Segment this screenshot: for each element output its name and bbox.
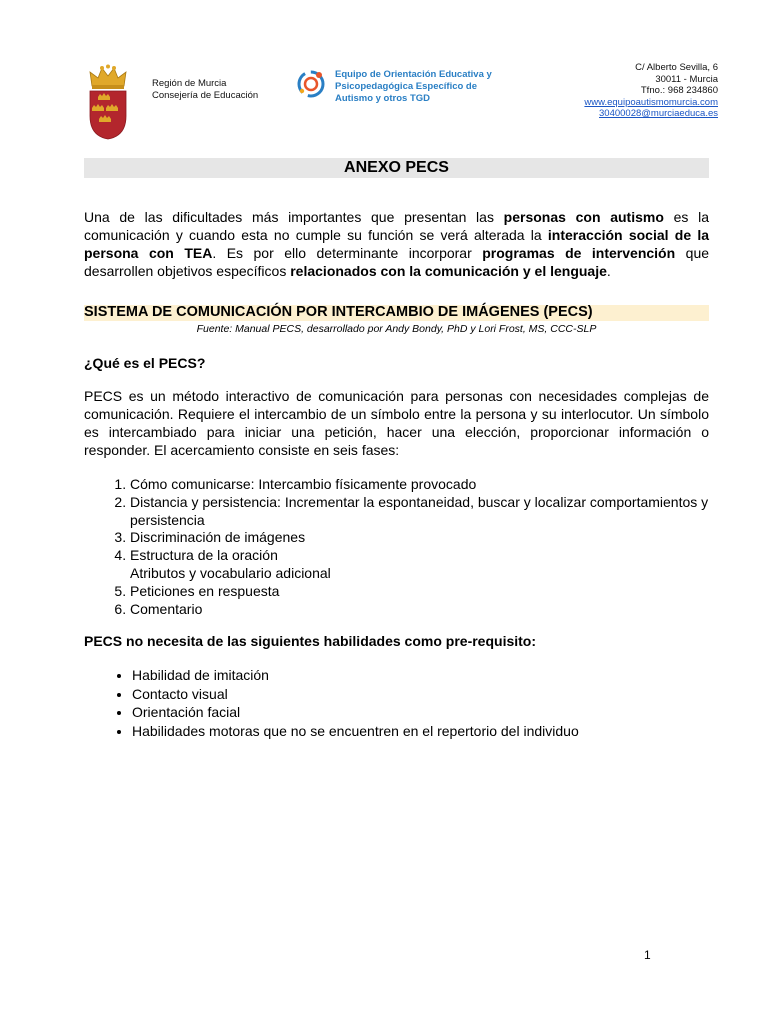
skill-item: • Habilidad de imitación	[132, 666, 579, 685]
phase-text: Cómo comunicarse: Intercambio físicamente provocado	[130, 476, 477, 492]
team-logo-icon	[296, 69, 326, 99]
street-address: C/ Alberto Sevilla, 6	[635, 62, 718, 73]
intro-bold: relacionados con la comunicación y el lenguaje	[290, 263, 607, 279]
question-heading: ¿Qué es el PECS?	[84, 355, 206, 371]
phase-item	[130, 494, 768, 530]
phase-text: Distancia y persistencia: Incrementar la espontaneidad, buscar y localizar comportamientos y persistencia	[130, 493, 709, 528]
phone-number: Tfno.: 968 234860	[640, 85, 718, 97]
skill-item: • Orientación facial	[132, 703, 579, 722]
intro-text: que desarrollen objetivos específicos	[84, 245, 710, 279]
phase-item	[130, 547, 768, 583]
department-line: Consejería de Educación	[152, 90, 259, 101]
postal-address: 30011 - Murcia	[655, 73, 718, 85]
phase-item	[130, 601, 768, 619]
section-title: SISTEMA DE COMUNICACIÓN POR INTERCAMBIO DE IMÁGENES (PECS)	[84, 304, 593, 320]
region-murcia-crest-logo	[86, 64, 130, 140]
skills-list	[84, 666, 579, 740]
intro-text: . Es por ello determinante incorporar	[212, 245, 483, 261]
phase-subtext: Atributos y vocabulario adicional	[130, 564, 331, 581]
prerequisites-heading: PECS no necesita de las siguientes habilidades como pre-requisito:	[84, 633, 537, 649]
phase-text: Peticiones en respuesta	[130, 582, 280, 599]
email-link[interactable]: 30400028@murciaeduca.es	[599, 108, 718, 120]
team-name	[335, 69, 492, 105]
phase-text: Discriminación de imágenes	[130, 529, 306, 546]
intro-text: es la comunicación y cuando esta no cumple su función se verá alterada la	[84, 209, 710, 243]
source-citation: Fuente: Manual PECS, desarrollado por Andy Bondy, PhD y Lori Frost, MS, CCC-SLP	[196, 323, 597, 335]
phase-item	[130, 583, 768, 601]
region-name	[152, 78, 258, 102]
skill-item: • Habilidades motoras que no se encuentren en el repertorio del individuo	[132, 722, 579, 741]
intro-bold: personas con autismo	[503, 209, 664, 225]
intro-bold: interacción social de la persona con TEA	[84, 227, 710, 261]
intro-text: Una de las dificultades más importantes que presentan las	[84, 209, 504, 225]
website-link[interactable]: www.equipoautismomurcia.com	[584, 96, 718, 108]
team-name-line: Autismo y otros TGD	[335, 93, 431, 104]
team-name-line: Equipo de Orientación Educativa y	[335, 69, 492, 80]
phase-item	[130, 476, 768, 494]
page-number: 1	[644, 948, 651, 962]
contact-block	[584, 62, 718, 120]
skill-item: • Contacto visual	[132, 685, 579, 704]
phase-text: Estructura de la oración	[130, 547, 278, 564]
pecs-description: PECS es un método interactivo de comunicación para personas con necesidades complejas de comunicación. Requiere el intercambio de un símbolo entre la persona y su interlocutor. Un símbolo es intercambiado para iniciar una petición, hacer una elección, proporcionar información o responder. El acercamiento consiste en seis fases:	[84, 388, 709, 458]
document-title: ANEXO PECS	[344, 159, 449, 176]
team-name-line: Psicopedagógica Específico de	[335, 81, 478, 92]
intro-paragraph	[84, 208, 709, 280]
intro-bold: programas de intervención	[482, 245, 676, 261]
intro-text: .	[606, 263, 611, 279]
phase-text: Comentario	[130, 600, 203, 617]
phases-list	[84, 476, 768, 618]
region-line: Región de Murcia	[152, 78, 227, 89]
phase-item	[130, 529, 768, 547]
